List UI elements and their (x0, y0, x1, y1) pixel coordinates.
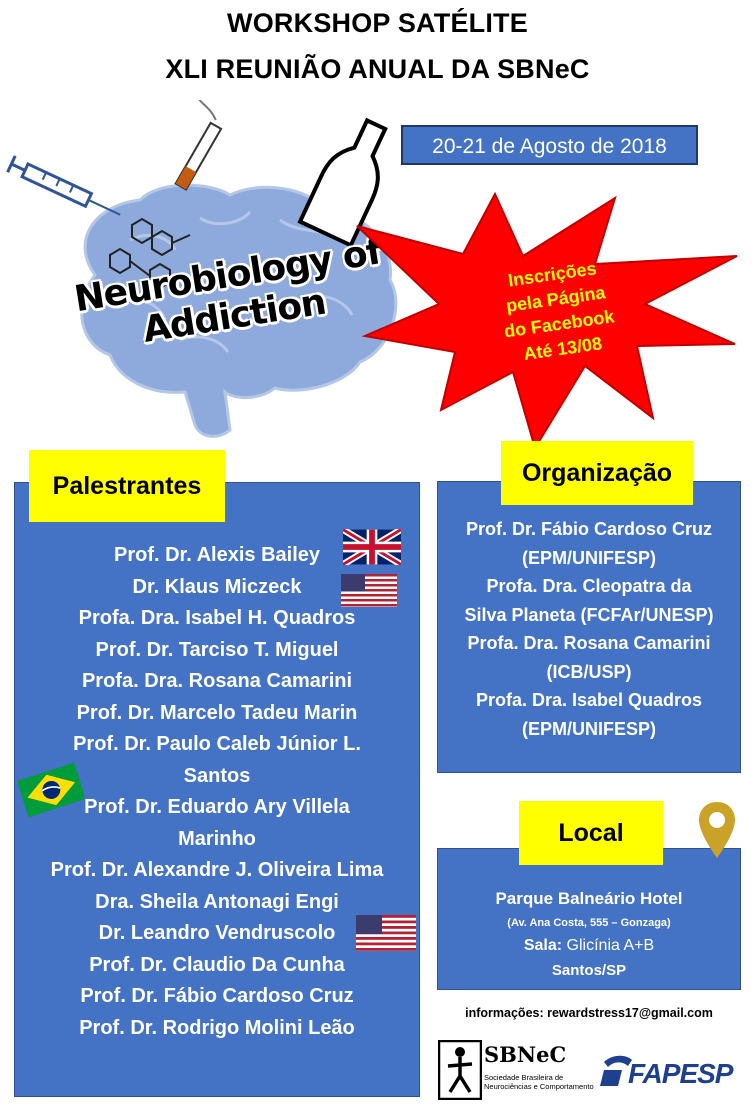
organization-line: Profa. Dra. Cleopatra da (486, 576, 692, 596)
speaker-name: Profa. Dra. Isabel H. Quadros (78, 607, 356, 629)
uk-flag-icon (343, 529, 401, 565)
registration-line: do Facebook (502, 306, 616, 342)
speakers-label: Palestrantes (29, 450, 225, 522)
brazil-flag-icon (18, 761, 84, 817)
sbnec-logo-icon (438, 1040, 482, 1100)
organization-line: Profa. Dra. Rosana Camarini (467, 633, 711, 653)
registration-line: pela Página (504, 282, 607, 316)
organization-line: Prof. Dr. Fábio Cardoso Cruz (465, 519, 713, 539)
venue-room (437, 934, 741, 958)
speaker-name: Prof. Dr. Claudio Da Cunha (89, 953, 345, 976)
header-title-line2: XLI REUNIÃO ANUAL DA SBNeC (165, 54, 590, 84)
organization-line: Profa. Dra. Isabel Quadros (475, 690, 703, 710)
organization-line: (EPM/UNIFESP) (521, 718, 656, 739)
speaker-name: Profa. Dra. Rosana Camarini (81, 670, 353, 692)
sbnec-logo-subtitle (484, 1073, 594, 1091)
sbnec-subtitle-line: Neurociências e Comportamento (484, 1082, 594, 1091)
venue-label: Local (519, 801, 663, 865)
speaker-name: Dra. Sheila Antonagi Engi (95, 890, 339, 913)
venue-address: (Av. Ana Costa, 555 – Gonzaga) (507, 917, 671, 929)
location-pin-icon (697, 800, 737, 860)
organization-label: Organização (501, 441, 693, 505)
organization-line: (ICB/USP) (546, 661, 632, 682)
event-date-box: 20-21 de Agosto de 2018 (401, 125, 698, 165)
registration-line: Inscrições (506, 258, 598, 291)
speaker-name: Prof. Dr. Tarciso T. Miguel (95, 638, 339, 661)
venue-city: Santos/SP (551, 962, 627, 979)
usa-flag-icon (341, 574, 397, 607)
speaker-name: Prof. Dr. Rodrigo Molini Leão (79, 1016, 355, 1039)
fapesp-logo-text: FAPESP (628, 1058, 733, 1089)
cigarette-icon (132, 100, 235, 189)
banner-title: Neurobiology of Addiction (71, 231, 384, 351)
speaker-name: Prof. Dr. Marcelo Tadeu Marin (76, 701, 358, 724)
organization-line: Silva Planeta (FCFAr/UNESP) (464, 604, 714, 625)
speaker-name: Prof. Dr. Fábio Cardoso Cruz (80, 985, 354, 1007)
sbnec-logo-name: SBNeC (484, 1042, 567, 1067)
speaker-name: Prof. Dr. Paulo Caleb Júnior L. Santos (73, 733, 361, 787)
speaker-name: Prof. Dr. Alexandre J. Oliveira Lima (50, 859, 384, 881)
speaker-name: Prof. Dr. Alexis Bailey (113, 544, 320, 566)
venue-room-label: Sala: (523, 937, 563, 954)
organization-list (437, 515, 741, 743)
usa-flag-icon (356, 915, 416, 951)
registration-line: Até 13/08 (522, 333, 604, 365)
header-title-line1: WORKSHOP SATÉLITE (227, 8, 528, 38)
venue-room-name: Glicínia A+B (566, 937, 655, 954)
organization-line: (EPM/UNIFESP) (521, 547, 656, 568)
speaker-name: Dr. Klaus Miczeck (132, 575, 302, 598)
venue-name: Parque Balneário Hotel (495, 889, 683, 908)
contact-info: informações: rewardstress17@gmail.com (465, 1006, 713, 1020)
sbnec-subtitle-line: Sociedade Brasileira de (484, 1073, 564, 1082)
speaker-name: Dr. Leandro Vendruscolo (98, 922, 336, 944)
venue-details (437, 886, 741, 984)
speaker-name: Prof. Dr. Eduardo Ary Villela Marinho (84, 796, 350, 850)
